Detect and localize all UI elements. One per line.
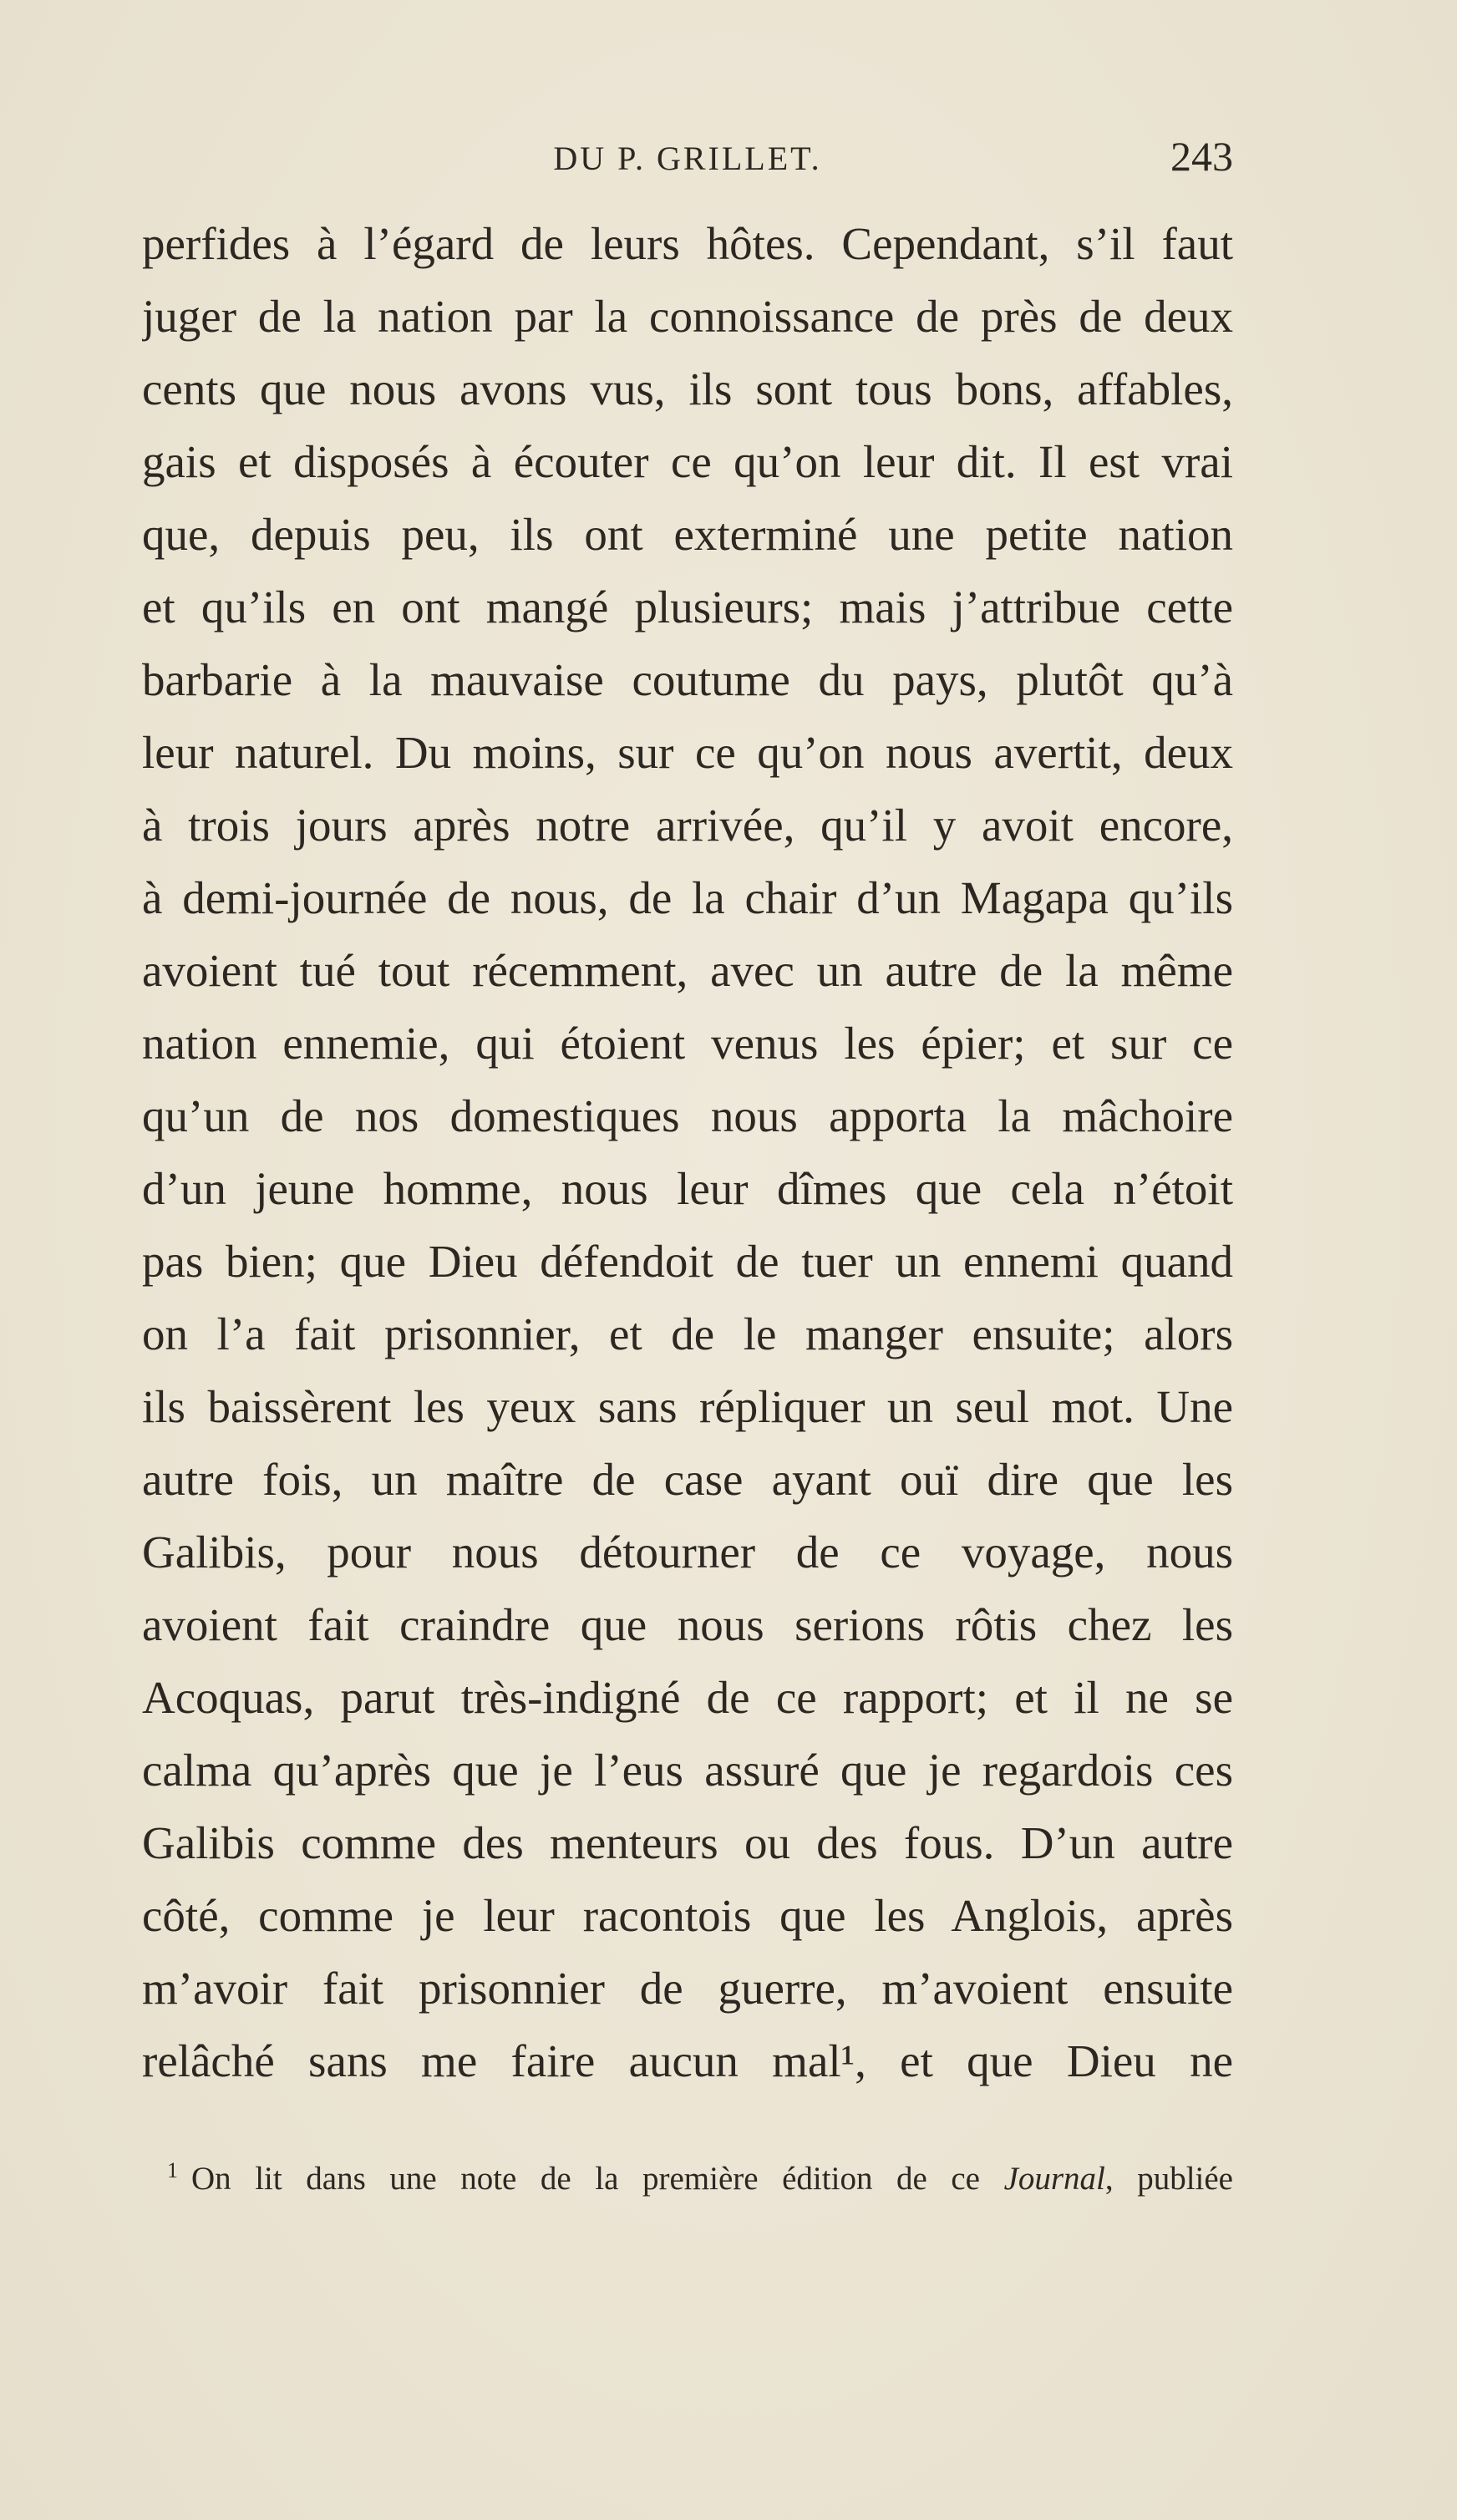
- text-line: relâché sans me faire aucun mal¹, et que Dieu ne: [142, 2035, 1233, 2086]
- text-line: ils baissèrent les yeux sans répliquer un seul mot. Une: [142, 1381, 1233, 1432]
- text-line: avoient tué tout récemment, avec un autre de la même: [142, 945, 1233, 996]
- text-line: côté, comme je leur racontois que les Anglois, après: [142, 1890, 1233, 1941]
- text-line: nation ennemie, qui étoient venus les épier; et sur ce: [142, 1018, 1233, 1069]
- text-line: juger de la nation par la connoissance de près de deux: [142, 291, 1233, 342]
- body-text: [142, 207, 1233, 2097]
- text-line: autre fois, un maître de case ayant ouï dire que les: [142, 1454, 1233, 1505]
- text-line: avoient fait craindre que nous serions rôtis chez les: [142, 1599, 1233, 1650]
- text-line: on l’a fait prisonnier, et de le manger ensuite; alors: [142, 1308, 1233, 1359]
- footnote-journal-title: Journal: [1003, 2161, 1105, 2197]
- footnote-marker: 1: [167, 2158, 178, 2182]
- text-line: et qu’ils en ont mangé plusieurs; mais j’attribue cette: [142, 582, 1233, 633]
- text-line: cents que nous avons vus, ils sont tous bons, affables,: [142, 363, 1233, 414]
- text-line: qu’un de nos domestiques nous apporta la mâchoire: [142, 1090, 1233, 1141]
- text-line: Galibis comme des menteurs ou des fous. D’un autre: [142, 1817, 1233, 1868]
- text-line: d’un jeune homme, nous leur dîmes que cela n’étoit: [142, 1163, 1233, 1214]
- text-line: barbarie à la mauvaise coutume du pays, plutôt qu’à: [142, 654, 1233, 705]
- footnote: [167, 2146, 1233, 2204]
- text-line: m’avoir fait prisonnier de guerre, m’avoient ensuite: [142, 1963, 1233, 2014]
- text-line: perfides à l’égard de leurs hôtes. Cependant, s’il faut: [142, 218, 1233, 269]
- running-title: DU P. GRILLET.: [553, 140, 822, 177]
- text-line: que, depuis peu, ils ont exterminé une petite nation: [142, 509, 1233, 560]
- text-line: Acoquas, parut très-indigné de ce rapport; et il ne se: [142, 1672, 1233, 1723]
- text-line: leur naturel. Du moins, sur ce qu’on nous avertit, deux: [142, 727, 1233, 778]
- text-line: Galibis, pour nous détourner de ce voyage, nous: [142, 1527, 1233, 1578]
- text-line: gais et disposés à écouter ce qu’on leur dit. Il est vrai: [142, 436, 1233, 487]
- text-line: pas bien; que Dieu défendoit de tuer un ennemi quand: [142, 1236, 1233, 1287]
- footnote-text: On lit dans une note de la première édition de ce: [191, 2161, 1004, 2197]
- running-head: [142, 127, 1233, 185]
- footnote-text-end: , publiée: [1104, 2161, 1233, 2197]
- text-line: à demi-journée de nous, de la chair d’un Magapa qu’ils: [142, 872, 1233, 923]
- text-line: à trois jours après notre arrivée, qu’il y avoit encore,: [142, 800, 1233, 851]
- text-line: calma qu’après que je l’eus assuré que je regardois ces: [142, 1745, 1233, 1796]
- page-number: 243: [1170, 133, 1233, 180]
